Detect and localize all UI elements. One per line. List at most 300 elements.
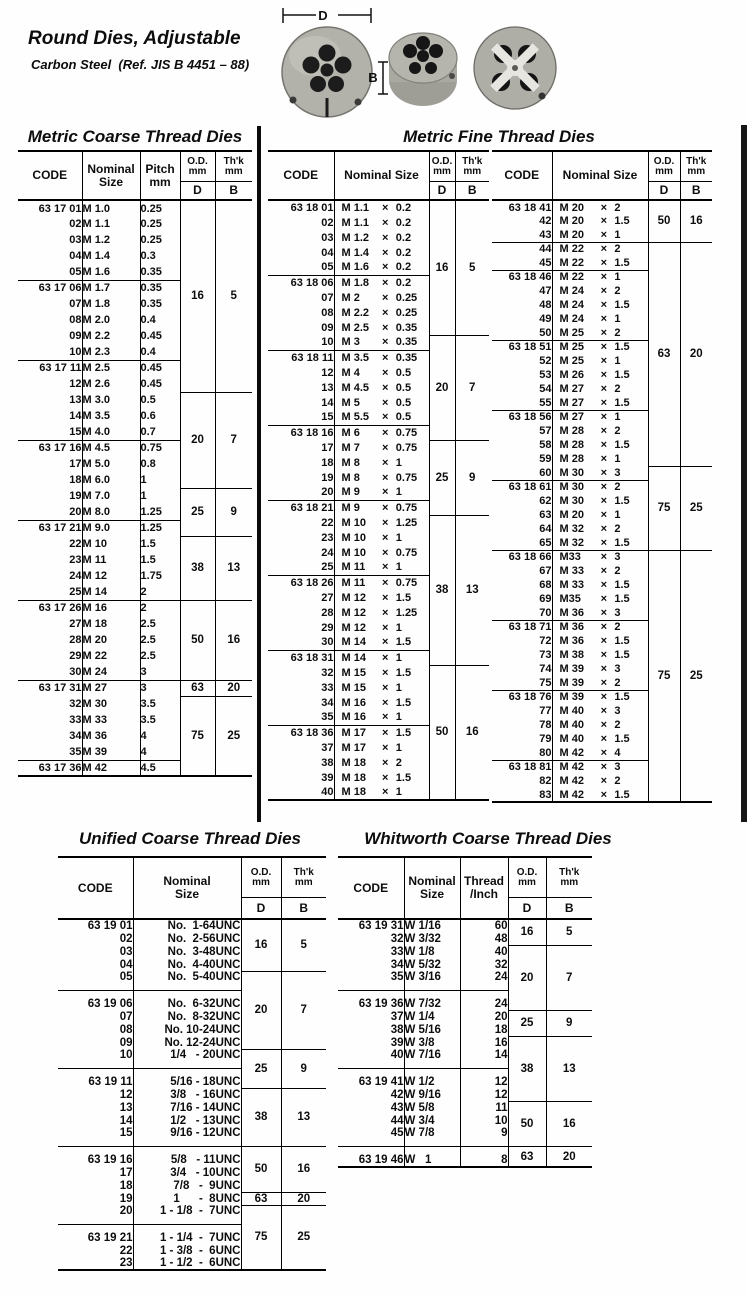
size-value: M 36 <box>559 621 584 634</box>
size-cell <box>334 470 429 485</box>
table-row <box>268 200 489 215</box>
code-cell: 28 <box>321 606 334 619</box>
multiply-sign: × <box>600 495 607 507</box>
table-row <box>18 200 252 216</box>
size-value: M 39 <box>559 691 584 704</box>
size-cell: No. 6-32UNC <box>133 991 241 1011</box>
multiply-sign: × <box>382 546 389 559</box>
code-cell: 63 18 71 <box>492 620 552 634</box>
size-cell <box>334 500 429 515</box>
code-cell: 17 <box>119 1166 133 1179</box>
size-cell: M 2.2 <box>82 328 140 344</box>
size-cell: W 3/4 <box>404 1114 460 1127</box>
code-cell: 60 <box>539 466 552 479</box>
table-row <box>58 1205 326 1225</box>
code-cell: 38 <box>321 756 334 769</box>
header-size-cell: Nominal Size <box>552 151 648 200</box>
size-cell: M 5.0 <box>82 456 140 472</box>
size-value: M 38 <box>559 649 584 661</box>
size-cell: W 7/32 <box>404 991 460 1011</box>
pitch-value: 3 <box>614 663 621 675</box>
size-cell: M 24 <box>82 664 140 680</box>
pitch-value: 0.75 <box>395 546 418 559</box>
pitch-value: 1.5 <box>395 726 412 739</box>
code-cell: 68 <box>539 579 552 591</box>
code-cell: 67 <box>539 565 552 577</box>
code-cell: 63 19 11 <box>58 1069 133 1089</box>
size-cell: W 3/8 <box>404 1036 460 1049</box>
thread-per-inch-cell: 24 <box>460 991 508 1011</box>
size-value: M 33 <box>559 565 584 577</box>
size-value: M 7 <box>341 441 360 454</box>
code-cell: 63 19 16 <box>58 1147 133 1167</box>
multiply-sign: × <box>382 786 389 798</box>
od-value: 25 <box>429 440 455 515</box>
code-cell: 57 <box>539 425 552 437</box>
code-cell: 13 <box>69 394 82 406</box>
size-cell <box>334 485 429 500</box>
thk-value: 25 <box>215 696 252 776</box>
pitch-value: 2 <box>614 719 621 731</box>
code-cell: 15 <box>69 425 82 438</box>
size-cell: M 27 <box>82 680 140 696</box>
multiply-sign: × <box>382 276 389 289</box>
table-row <box>58 919 326 932</box>
code-cell: 32 <box>390 932 404 945</box>
vertical-divider <box>257 126 261 822</box>
thread-per-inch-cell: 24 <box>460 971 508 991</box>
code-cell: 13 <box>119 1101 133 1114</box>
code-cell: 63 18 21 <box>268 500 334 515</box>
size-cell: W 3/16 <box>404 971 460 991</box>
od-value: 63 <box>508 1147 546 1168</box>
size-cell: No. 5-40UNC <box>133 971 241 991</box>
size-value: M 11 <box>341 576 366 589</box>
size-value: M 5.5 <box>341 411 370 424</box>
size-value: M 42 <box>559 788 584 801</box>
code-cell: 63 17 16 <box>18 440 82 456</box>
header-code-cell: CODE <box>492 151 552 200</box>
pitch-value: 0.5 <box>395 396 412 409</box>
size-value: M 5 <box>341 396 360 409</box>
size-cell: W 1/8 <box>404 945 460 958</box>
size-value: M 20 <box>559 201 584 214</box>
metric-fine-title: Metric Fine Thread Dies <box>403 127 595 146</box>
header-thk: Th'k mm <box>281 857 326 898</box>
pitch-value: 2 <box>614 565 621 577</box>
pitch-value: 2 <box>395 756 402 769</box>
multiply-sign: × <box>600 509 607 521</box>
size-cell <box>552 620 648 634</box>
page-subtitle: Carbon Steel (Ref. JIS B 4451 – 88) <box>31 57 250 72</box>
table-row <box>18 536 252 552</box>
code-cell: 63 17 36 <box>18 760 82 776</box>
multiply-sign: × <box>600 271 607 284</box>
page-title: Round Dies, Adjustable <box>28 28 241 49</box>
pitch-value: 0.25 <box>395 306 418 319</box>
code-cell: 02 <box>119 932 133 945</box>
code-cell: 63 18 31 <box>268 650 334 665</box>
pitch-value: 0.75 <box>395 501 418 514</box>
table-row <box>58 1192 326 1205</box>
multiply-sign: × <box>382 696 389 709</box>
pitch-value: 1.5 <box>614 649 630 661</box>
code-cell: 63 18 06 <box>268 275 334 290</box>
size-cell <box>552 718 648 732</box>
multiply-sign: × <box>600 453 607 465</box>
pitch-cell: 0.35 <box>140 264 180 280</box>
size-cell: M 11 <box>82 552 140 568</box>
multiply-sign: × <box>600 313 607 325</box>
multiply-sign: × <box>600 201 607 214</box>
thk-value: 20 <box>215 680 252 696</box>
table-row <box>18 488 252 504</box>
size-cell: W 1/2 <box>404 1069 460 1089</box>
die-side-view <box>389 33 457 106</box>
size-value: M 22 <box>559 256 584 269</box>
code-cell: 22 <box>69 538 82 550</box>
code-cell: 37 <box>321 741 334 754</box>
pitch-value: 1.5 <box>614 495 630 507</box>
header-code-cell: CODE <box>58 857 133 919</box>
code-cell: 23 <box>321 531 334 544</box>
pitch-value: 1.5 <box>395 636 412 649</box>
size-cell: 7/16 - 14UNC <box>133 1101 241 1114</box>
multiply-sign: × <box>382 756 389 769</box>
pitch-value: 0.35 <box>395 321 418 334</box>
pitch-cell: 0.25 <box>140 216 180 232</box>
multiply-sign: × <box>600 425 607 437</box>
od-value: 16 <box>180 200 215 392</box>
table-row <box>492 200 712 214</box>
size-cell: W 5/8 <box>404 1101 460 1114</box>
thread-per-inch-cell: 60 <box>460 919 508 932</box>
size-cell <box>334 320 429 335</box>
code-cell: 82 <box>539 775 552 787</box>
pitch-value: 2 <box>614 285 621 297</box>
pitch-value: 1 <box>395 456 402 469</box>
size-cell <box>552 648 648 662</box>
header-code-cell: CODE <box>18 151 82 200</box>
od-value: 50 <box>429 665 455 800</box>
size-cell <box>552 522 648 536</box>
multiply-sign: × <box>382 666 389 679</box>
code-cell: 10 <box>69 345 82 358</box>
size-value: M 32 <box>559 523 584 535</box>
pitch-value: 2 <box>614 383 621 395</box>
pitch-cell: 3 <box>140 664 180 680</box>
size-value: M 28 <box>559 439 584 451</box>
pitch-cell: 0.35 <box>140 280 180 296</box>
pitch-value: 2 <box>614 201 621 214</box>
size-cell: M 10 <box>82 536 140 552</box>
size-cell: No. 1-64UNC <box>133 919 241 932</box>
pitch-cell: 2.5 <box>140 616 180 632</box>
code-cell: 47 <box>539 285 552 297</box>
multiply-sign: × <box>382 621 389 634</box>
thk-value: 20 <box>546 1147 592 1168</box>
size-cell <box>334 230 429 245</box>
size-cell <box>552 480 648 494</box>
pitch-value: 1 <box>614 411 621 424</box>
header-d: D <box>648 182 680 201</box>
size-cell <box>552 214 648 228</box>
pitch-value: 1.5 <box>614 593 630 605</box>
size-value: M 27 <box>559 396 584 409</box>
code-cell: 32 <box>321 666 334 679</box>
size-cell <box>334 275 429 290</box>
pitch-value: 0.75 <box>395 441 418 454</box>
size-cell: W 5/16 <box>404 1023 460 1036</box>
whitworth-title: Whitworth Coarse Thread Dies <box>364 829 612 848</box>
pitch-cell: 0.25 <box>140 232 180 248</box>
pitch-value: 1.5 <box>614 215 630 227</box>
pitch-cell: 0.4 <box>140 344 180 360</box>
code-cell: 63 19 21 <box>58 1225 133 1245</box>
pitch-value: 1.5 <box>395 591 412 604</box>
header-b: B <box>281 898 326 920</box>
code-cell: 39 <box>321 771 334 784</box>
thread-per-inch-cell: 18 <box>460 1023 508 1036</box>
size-value: M 28 <box>559 425 584 437</box>
size-value: M 42 <box>559 746 584 759</box>
size-cell <box>552 200 648 214</box>
size-cell: No. 12-24UNC <box>133 1036 241 1049</box>
size-cell <box>334 710 429 725</box>
size-value: M 9 <box>341 501 360 514</box>
size-cell: W 7/8 <box>404 1127 460 1147</box>
size-cell <box>552 746 648 760</box>
size-cell <box>552 536 648 550</box>
multiply-sign: × <box>600 285 607 297</box>
code-cell: 62 <box>539 495 552 507</box>
size-cell <box>334 305 429 320</box>
thk-value: 25 <box>680 466 712 550</box>
multiply-sign: × <box>382 246 389 259</box>
code-cell: 24 <box>321 546 334 559</box>
size-cell <box>334 290 429 305</box>
header-pitch-cell: Pitch mm <box>140 151 180 200</box>
od-value: 20 <box>429 335 455 440</box>
size-cell <box>334 725 429 740</box>
code-cell: 63 18 76 <box>492 690 552 704</box>
multiply-sign: × <box>600 593 607 605</box>
size-cell <box>552 270 648 284</box>
header-code-cell: CODE <box>268 151 334 200</box>
pitch-value: 1.5 <box>614 439 630 451</box>
multiply-sign: × <box>600 299 607 311</box>
multiply-sign: × <box>382 531 389 544</box>
code-cell: 44 <box>390 1114 404 1127</box>
header-od: O.D. mm <box>648 151 680 182</box>
size-value: M 28 <box>559 453 584 465</box>
size-cell: M 42 <box>82 760 140 776</box>
size-cell <box>552 466 648 480</box>
code-cell: 34 <box>390 958 404 971</box>
size-cell: 1 - 1/2 - 6UNC <box>133 1257 241 1270</box>
size-cell <box>334 440 429 455</box>
size-value: M 36 <box>559 635 584 647</box>
pitch-value: 1 <box>614 509 621 521</box>
thk-value: 5 <box>281 919 326 971</box>
thk-value: 16 <box>455 665 489 800</box>
pitch-cell: 2 <box>140 600 180 616</box>
code-cell: 63 18 81 <box>492 760 552 774</box>
die-front-view <box>282 27 372 117</box>
size-cell <box>552 438 648 452</box>
size-cell: 3/8 - 16UNC <box>133 1088 241 1101</box>
code-cell: 43 <box>390 1101 404 1114</box>
size-value: M 36 <box>559 606 584 619</box>
code-cell: 35 <box>69 745 82 758</box>
code-cell: 12 <box>119 1088 133 1101</box>
multiply-sign: × <box>600 733 607 745</box>
size-cell: M 4.0 <box>82 424 140 440</box>
size-cell: W 7/16 <box>404 1049 460 1069</box>
size-cell <box>334 740 429 755</box>
code-cell: 27 <box>69 618 82 630</box>
size-cell <box>334 200 429 215</box>
size-value: M 2.2 <box>341 306 370 319</box>
multiply-sign: × <box>600 228 607 241</box>
size-value: M 22 <box>559 243 584 256</box>
code-cell: 42 <box>390 1088 404 1101</box>
header-d: D <box>241 898 281 920</box>
thk-value: 20 <box>680 242 712 466</box>
size-cell <box>552 788 648 802</box>
size-value: M 1.1 <box>341 216 370 229</box>
size-cell <box>552 606 648 620</box>
size-cell: No. 4-40UNC <box>133 958 241 971</box>
size-cell <box>552 396 648 410</box>
od-value: 50 <box>508 1101 546 1147</box>
code-cell: 33 <box>69 714 82 726</box>
size-cell <box>552 508 648 522</box>
pitch-value: 1 <box>395 741 402 754</box>
multiply-sign: × <box>382 516 389 529</box>
dimension-b <box>378 62 388 94</box>
pitch-value: 1.5 <box>614 691 630 704</box>
code-cell: 34 <box>69 730 82 742</box>
pitch-value: 3 <box>614 705 621 717</box>
pitch-value: 1 <box>614 453 621 465</box>
pitch-value: 0.35 <box>395 336 418 349</box>
od-value: 16 <box>508 919 546 945</box>
multiply-sign: × <box>600 551 607 564</box>
size-value: M 25 <box>559 355 584 367</box>
size-cell <box>552 410 648 424</box>
table-row <box>338 1010 592 1023</box>
unified-title: Unified Coarse Thread Dies <box>78 829 301 848</box>
multiply-sign: × <box>382 441 389 454</box>
thread-per-inch-cell: 48 <box>460 932 508 945</box>
size-value: M 10 <box>341 546 366 559</box>
multiply-sign: × <box>382 501 389 514</box>
pitch-value: 1.5 <box>614 369 630 381</box>
table-row <box>58 1049 326 1069</box>
code-cell: 25 <box>69 585 82 598</box>
size-cell <box>334 545 429 560</box>
pitch-value: 2 <box>614 775 621 787</box>
od-value: 38 <box>508 1036 546 1101</box>
size-cell: W 1 <box>404 1147 460 1168</box>
size-cell <box>552 354 648 368</box>
size-cell: 1/2 - 13UNC <box>133 1114 241 1127</box>
od-value: 75 <box>648 550 680 802</box>
pitch-cell: 1.25 <box>140 504 180 520</box>
size-cell: M 2.3 <box>82 344 140 360</box>
size-cell <box>334 635 429 650</box>
multiply-sign: × <box>382 726 389 739</box>
size-cell <box>334 455 429 470</box>
code-cell: 02 <box>69 218 82 230</box>
size-cell: W 9/16 <box>404 1088 460 1101</box>
pitch-cell: 3.5 <box>140 712 180 728</box>
thk-value: 25 <box>281 1205 326 1270</box>
size-cell <box>334 680 429 695</box>
size-cell <box>552 452 648 466</box>
pitch-cell: 0.35 <box>140 296 180 312</box>
multiply-sign: × <box>382 261 389 274</box>
multiply-sign: × <box>600 481 607 494</box>
od-value: 63 <box>241 1192 281 1205</box>
size-value: M 32 <box>559 536 584 549</box>
thread-per-inch-cell: 9 <box>460 1127 508 1147</box>
header-thk: Th'k mm <box>546 857 592 898</box>
header-od: O.D. mm <box>241 857 281 898</box>
multiply-sign: × <box>382 456 389 469</box>
pitch-value: 3 <box>614 466 621 479</box>
pitch-value: 0.5 <box>395 381 412 394</box>
od-value: 75 <box>648 466 680 550</box>
code-cell: 34 <box>321 696 334 709</box>
size-cell <box>334 365 429 380</box>
code-cell: 07 <box>69 298 82 310</box>
code-cell: 63 18 61 <box>492 480 552 494</box>
size-value: M35 <box>559 593 581 605</box>
od-value: 38 <box>241 1088 281 1147</box>
header-code-cell: CODE <box>338 857 404 919</box>
table-row <box>268 515 489 530</box>
od-value: 20 <box>241 971 281 1049</box>
multiply-sign: × <box>382 396 389 409</box>
code-cell: 75 <box>539 676 552 689</box>
code-cell: 63 17 31 <box>18 680 82 696</box>
size-value: M 3.5 <box>341 351 370 364</box>
multiply-sign: × <box>382 291 389 304</box>
code-cell: 38 <box>390 1023 404 1036</box>
multiply-sign: × <box>600 676 607 689</box>
size-value: M 11 <box>341 561 366 574</box>
size-cell: M 7.0 <box>82 488 140 504</box>
code-cell: 63 19 01 <box>87 920 133 932</box>
size-value: M 40 <box>559 719 584 731</box>
code-cell: 19 <box>119 1192 133 1205</box>
code-cell: 22 <box>321 516 334 529</box>
pitch-value: 4 <box>614 746 621 759</box>
table-row <box>18 600 252 616</box>
code-cell: 05 <box>321 261 334 274</box>
pitch-value: 1 <box>395 711 402 724</box>
multiply-sign: × <box>600 383 607 395</box>
pitch-value: 3 <box>614 606 621 619</box>
thk-value: 13 <box>281 1088 326 1147</box>
whitworth-table <box>338 856 592 1168</box>
pitch-value: 1.5 <box>395 666 412 679</box>
pitch-value: 0.2 <box>395 246 412 259</box>
code-cell: 63 18 41 <box>508 201 552 214</box>
pitch-value: 2 <box>614 481 621 494</box>
